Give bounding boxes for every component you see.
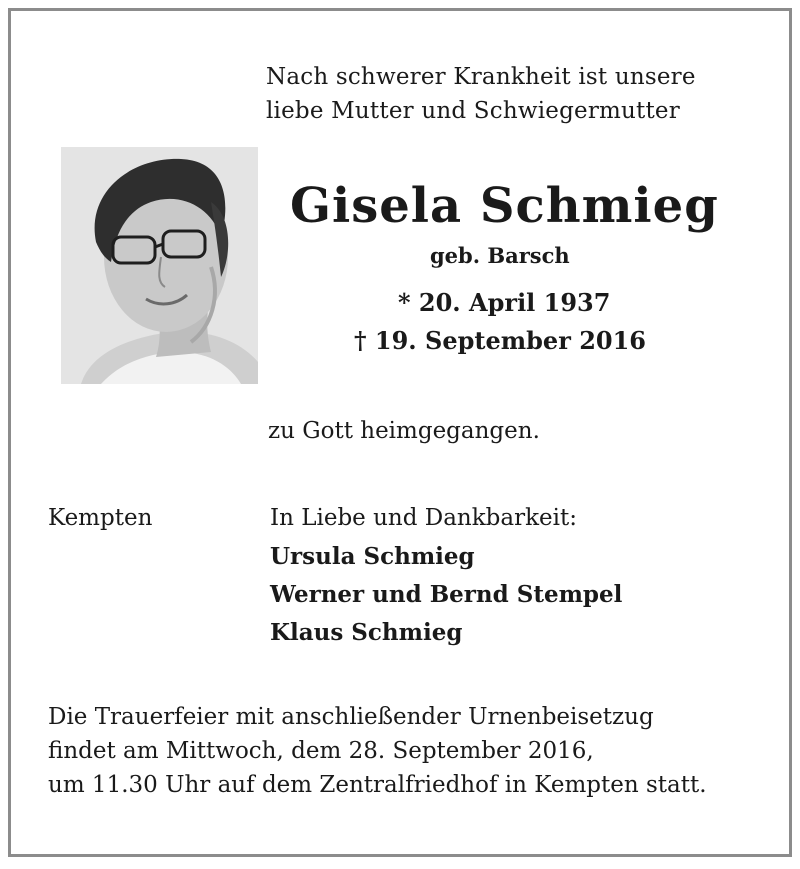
homegone-text: zu Gott heimgegangen. bbox=[268, 418, 540, 444]
intro-line-1: Nach schwerer Krankheit ist unsere bbox=[266, 64, 696, 90]
mourner-name: Ursula Schmieg bbox=[270, 543, 475, 570]
thanks-line: In Liebe und Dankbarkeit: bbox=[270, 505, 577, 531]
intro-line-2: liebe Mutter und Schwiegermutter bbox=[266, 98, 680, 124]
maiden-name: geb. Barsch bbox=[430, 243, 570, 268]
mourners-list bbox=[270, 538, 622, 652]
deceased-name: Gisela Schmieg bbox=[290, 178, 719, 234]
death-date: † 19. September 2016 bbox=[354, 326, 646, 355]
mourner-name: Klaus Schmieg bbox=[270, 619, 463, 646]
place-name: Kempten bbox=[48, 505, 153, 531]
ceremony-line-2: findet am Mittwoch, dem 28. September 2016, bbox=[48, 738, 594, 764]
intro-text bbox=[266, 60, 696, 128]
ceremony-details bbox=[48, 700, 707, 802]
portrait-photo bbox=[61, 147, 258, 384]
birth-date: * 20. April 1937 bbox=[398, 288, 611, 317]
mourner-name: Werner und Bernd Stempel bbox=[270, 581, 623, 608]
ceremony-line-3: um 11.30 Uhr auf dem Zentralfriedhof in Kempten statt. bbox=[48, 772, 707, 798]
ceremony-line-1: Die Trauerfeier mit anschließender Urnenbeisetzug bbox=[48, 704, 654, 730]
